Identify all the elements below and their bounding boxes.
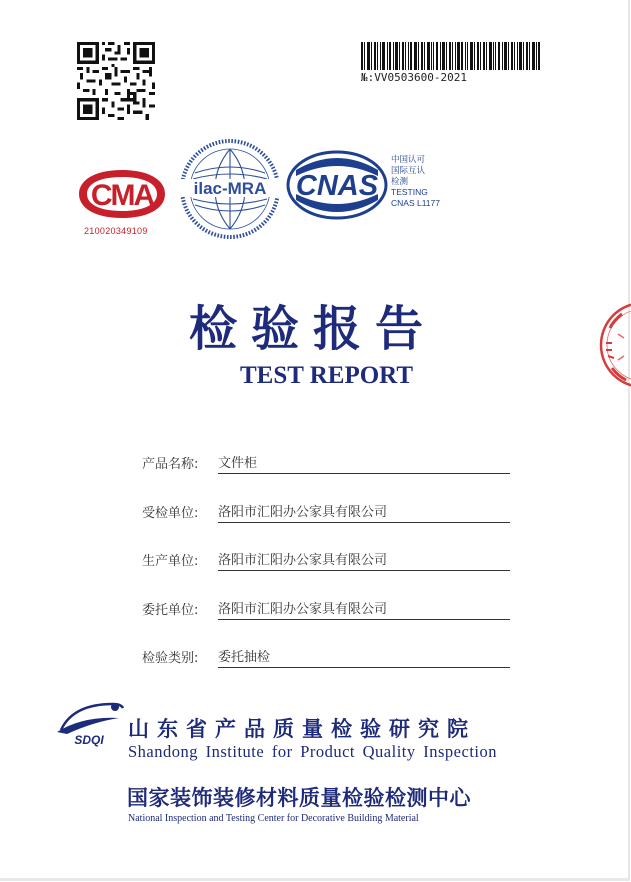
- ilac-mark: ilac-MRA: [193, 179, 267, 198]
- cma-number: 210020349109: [84, 226, 148, 236]
- cnas-line: 中国认可: [391, 154, 426, 164]
- field-manufacturer: [142, 549, 510, 571]
- cnas-line: 检测: [391, 176, 409, 186]
- field-label: 检验类别:: [142, 651, 199, 666]
- ilac-mra-logo: [177, 137, 283, 241]
- field-label: 产品名称:: [142, 457, 199, 472]
- field-inspected-unit: [142, 501, 510, 523]
- cnas-info: [391, 154, 440, 209]
- cnas-mark: CNAS: [295, 170, 379, 202]
- field-underline: [218, 619, 510, 620]
- report-title-en: TEST REPORT: [239, 362, 414, 389]
- field-value: 洛阳市汇阳办公家具有限公司: [218, 505, 388, 520]
- cnas-line: TESTING: [391, 187, 428, 197]
- field-underline: [218, 522, 510, 523]
- sdqi-text: SDQI: [74, 733, 104, 747]
- institute-name-cn: 山东省产品质量检验研究院: [128, 717, 476, 741]
- report-number: №:VV0503600-2021: [361, 71, 467, 84]
- cnas-logo: [286, 150, 388, 220]
- field-underline: [218, 667, 510, 668]
- svg-text:CMA: CMA: [90, 179, 154, 212]
- cma-logo: [75, 168, 169, 220]
- cnas-line: CNAS L1177: [391, 198, 440, 208]
- institute-name-en: Shandong Institute for Product Quality Inspection: [128, 742, 497, 761]
- field-underline: [218, 473, 510, 474]
- field-label: 委托单位:: [142, 603, 199, 618]
- barcode: [361, 42, 541, 70]
- cnas-line: 国际互认: [391, 165, 426, 175]
- field-product-name: [142, 452, 510, 474]
- field-label: 受检单位:: [142, 506, 199, 521]
- field-value: 洛阳市汇阳办公家具有限公司: [218, 553, 388, 568]
- report-title-cn: 检验报告: [188, 301, 437, 357]
- field-label: 生产单位:: [142, 554, 199, 569]
- qr-code: [77, 42, 155, 120]
- center-name-cn: 国家装饰装修材料质量检验检测中心: [127, 786, 471, 810]
- field-underline: [218, 570, 510, 571]
- center-name-en: National Inspection and Testing Center for Decorative Building Material: [128, 813, 419, 824]
- sdqi-logo: [53, 700, 125, 748]
- field-value: 文件柜: [218, 456, 258, 471]
- field-value: 洛阳市汇阳办公家具有限公司: [218, 602, 388, 617]
- field-inspection-type: [142, 646, 510, 668]
- field-client: [142, 598, 510, 620]
- field-value: 委托抽检: [218, 650, 271, 665]
